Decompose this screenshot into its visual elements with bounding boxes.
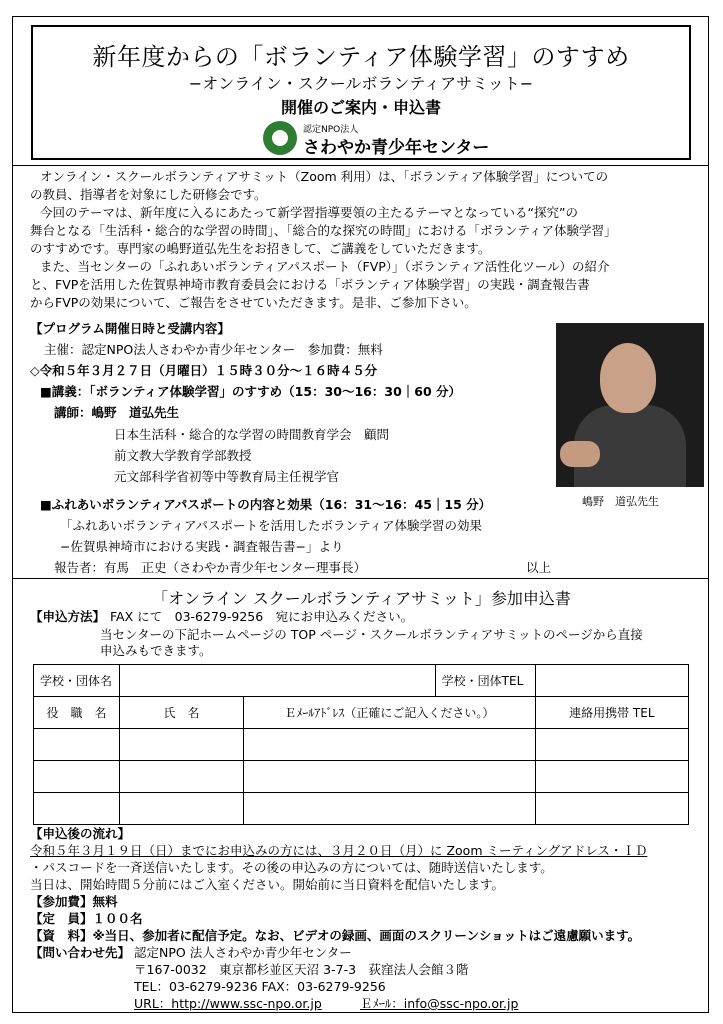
program-lecture: ■講義：「ボランティア体験学習」のすすめ（15：30〜16：30｜60 分）: [40, 384, 462, 399]
program-end: 以上: [526, 560, 552, 575]
application-form-table: [33, 664, 689, 825]
role-field[interactable]: [34, 793, 120, 825]
school-name-field[interactable]: [120, 665, 436, 697]
table-row: [34, 793, 689, 825]
page-title: 新年度からの「ボランティア体験学習」のすすめ: [92, 43, 630, 71]
name-field[interactable]: [120, 729, 244, 761]
logo-name: さわやか青少年センター: [303, 138, 490, 158]
contact-org: 認定NPO 法人さわやか青少年センター: [134, 945, 352, 960]
page-subtitle: −オンライン・スクールボランティアサミット−: [188, 74, 534, 93]
lecturer-role: 日本生活科・総合的な学習の時間教育学会 顧問: [114, 427, 390, 442]
lecturer-photo: [556, 323, 704, 487]
form-method-text2: 当センターの下記ホームページの TOP ページ・スクールボランティアサミットのページから直接: [100, 627, 643, 642]
intro-line: と、FVPを活用した佐賀県神埼市教育委員会における「ボランティア体験学習」の実践・調査報告書: [30, 277, 590, 292]
program-organizer: 主催：認定NPO法人さわやか青少年センター 参加費：無料: [44, 342, 383, 357]
email-field[interactable]: [244, 761, 536, 793]
lecturer-role: 元文部科学省初等中等教育局主任視学官: [114, 469, 340, 484]
table-row: [34, 729, 689, 761]
name-field[interactable]: [120, 793, 244, 825]
intro-line: また、当センターの「ふれあいボランティアパスポート（FVP）」（ボランティア活性化ツール）の紹介: [40, 259, 610, 274]
logo-small-text: 認定NPO法人: [303, 125, 359, 135]
divider: [12, 165, 709, 166]
lecturer-role: 前文教大学教育学部教授: [114, 448, 252, 463]
photo-caption: 嶋野 道弘先生: [582, 495, 659, 508]
program-fvp: ■ふれあいボランティアパスポートの内容と効果（16：31〜16：45｜15 分）: [40, 497, 492, 512]
mobile-field[interactable]: [535, 761, 688, 793]
form-method-text3: 申込みもできます。: [100, 643, 212, 658]
divider: [12, 578, 709, 579]
mobile-field[interactable]: [535, 793, 688, 825]
school-tel-field[interactable]: [535, 665, 688, 697]
intro-line: オンライン・スクールボランティアサミット（Zoom 利用）は、「ボランティア体験学習」についての: [40, 169, 609, 184]
program-lecturer: 講師：嶋野 道弘先生: [54, 405, 180, 420]
org-logo: [263, 121, 493, 158]
fee: 【参加費】無料: [30, 894, 118, 909]
page-subtitle2: 開催のご案内・申込書: [280, 98, 441, 117]
col-name: 氏 名: [120, 697, 244, 729]
form-title: 「オンライン スクールボランティアサミット」参加申込書: [152, 589, 571, 608]
email-field[interactable]: [244, 729, 536, 761]
col-email: Ｅﾒｰﾙｱﾄﾞﾚｽ（正確にご記入ください。）: [244, 697, 536, 729]
role-field[interactable]: [34, 729, 120, 761]
school-tel-label: 学校・団体TEL: [435, 665, 535, 697]
col-mobile: 連絡用携帯 TEL: [535, 697, 688, 729]
capacity: 【定 員】１００名: [30, 911, 143, 926]
email-link[interactable]: Ｅﾒｰﾙ：info@ssc-npo.or.jp: [360, 996, 519, 1011]
contact-label: 【問い合わせ先】: [30, 945, 131, 960]
contact-addr: 〒167-0032 東京都杉並区天沼 3-7-3 荻窪法人会館３階: [134, 962, 469, 977]
form-method-label: 【申込方法】: [30, 609, 106, 624]
after-line: 当日は、開始時間５分前にはご入室ください。開始前に当日資料を配信いたします。: [30, 877, 505, 892]
fvp-quote: 「ふれあいボランティアパスポートを活用したボランティア体験学習の効果: [60, 518, 483, 533]
school-name-label: 学校・団体名: [34, 665, 120, 697]
intro-line: 今回のテーマは、新年度に入るにあたって新学習指導要領の主たるテーマとなっている“探究”の: [40, 205, 578, 220]
program-reporter: 報告者：有馬 正史（さわやか青少年センター理事長）: [54, 560, 367, 575]
intro-line: からFVPの効果について、ご報告をさせていただきます。是非、ご参加下さい。: [30, 295, 477, 310]
table-row: [34, 761, 689, 793]
website-link[interactable]: URL：http://www.ssc-npo.or.jp: [134, 996, 322, 1011]
intro-line: のすすめです。専門家の嶋野道弘先生をお招きして、ご講義をしていただきます。: [30, 241, 491, 256]
fvp-quote: −佐賀県神埼市における実践・調査報告書−」より: [60, 539, 344, 554]
intro-line: の教員、指導者を対象にした研修会です。: [30, 187, 267, 202]
logo-icon: [263, 121, 297, 155]
material: 【資 料】※当日、参加者に配信予定。なお、ビデオの録画、画面のスクリーンショットはご遠慮願います。: [30, 928, 641, 943]
contact-tel: TEL：03-6279-9236 FAX：03-6279-9256: [134, 979, 386, 994]
col-role: 役 職 名: [34, 697, 120, 729]
form-method-text: FAX にて 03-6279-9256 宛にお申込みください。: [110, 609, 414, 624]
email-field[interactable]: [244, 793, 536, 825]
intro-line: 舞台となる「生活科・総合的な学習の時間」、「総合的な探究の時間」における「ボランティア体験学習」: [30, 223, 617, 238]
program-date: ◇令和５年３月２７日（月曜日）１５時３０分〜１６時４５分: [30, 363, 378, 378]
role-field[interactable]: [34, 761, 120, 793]
after-line: 令和５年３月１９日（日）までにお申込みの方には、３月２０日（月）に Zoom ミーティングアドレス・ＩＤ: [30, 843, 648, 858]
program-heading: 【プログラム開催日時と受講内容】: [30, 321, 230, 336]
title-box: [31, 25, 691, 160]
after-heading: 【申込後の流れ】: [30, 826, 131, 841]
mobile-field[interactable]: [535, 729, 688, 761]
after-line: ・パスコードを一斉送信いたします。その後の申込みの方については、随時送信いたします。: [30, 860, 553, 875]
name-field[interactable]: [120, 761, 244, 793]
